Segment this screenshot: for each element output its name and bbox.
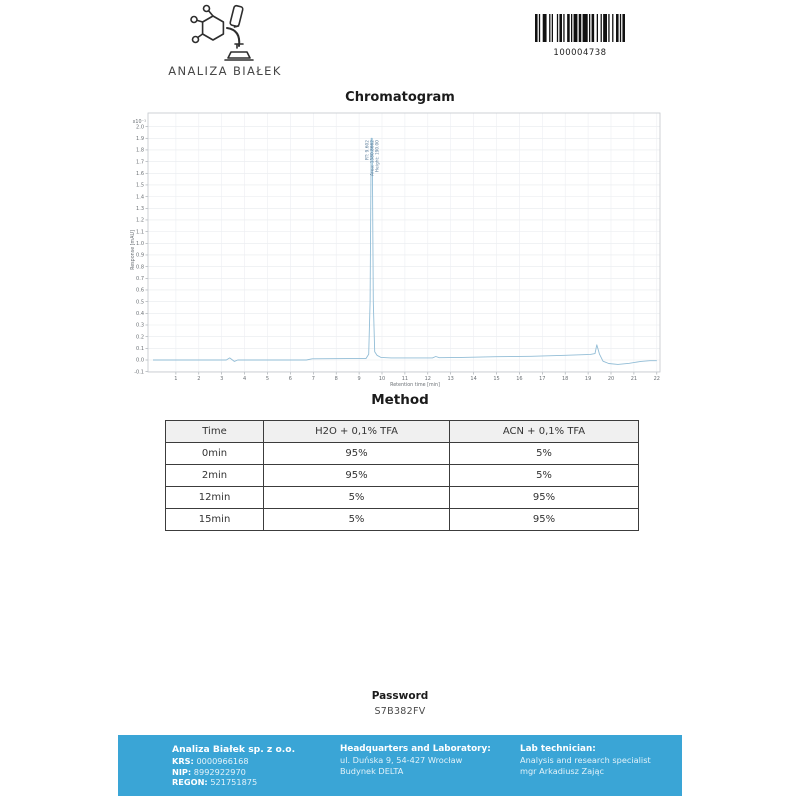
- svg-text:1.9: 1.9: [136, 135, 144, 142]
- chromatogram-chart: [130, 110, 675, 388]
- cell-time: 15min: [166, 509, 264, 531]
- cell-acn: 5%: [450, 465, 639, 487]
- svg-text:0.6: 0.6: [136, 287, 144, 294]
- svg-text:2.0: 2.0: [136, 124, 144, 131]
- table-row: [166, 465, 639, 487]
- hq-address: ul. Duńska 9, 54-427 Wrocław: [340, 755, 463, 766]
- microscope-molecule-icon: [183, 4, 267, 62]
- company-krs: KRS: 0000966168: [172, 755, 249, 766]
- svg-text:1.3: 1.3: [136, 205, 144, 212]
- svg-text:6: 6: [288, 376, 292, 382]
- password-block: [0, 690, 800, 717]
- footer: [118, 735, 682, 796]
- svg-text:21: 21: [630, 376, 638, 382]
- col-header-h2o: H2O + 0,1% TFA: [264, 421, 450, 443]
- chromatogram-title: Chromatogram: [345, 90, 455, 105]
- cell-time: 2min: [166, 465, 264, 487]
- cell-h2o: 95%: [264, 443, 450, 465]
- footer-company: [172, 744, 295, 788]
- cell-h2o: 5%: [264, 509, 450, 531]
- cell-acn: 95%: [450, 509, 639, 531]
- svg-text:5: 5: [265, 376, 270, 382]
- svg-text:0.9: 0.9: [136, 252, 144, 259]
- svg-text:22: 22: [653, 376, 660, 382]
- svg-text:19: 19: [584, 376, 592, 382]
- svg-text:1.2: 1.2: [136, 217, 144, 224]
- svg-text:13: 13: [447, 376, 454, 382]
- table-row: [166, 443, 639, 465]
- svg-text:14: 14: [470, 376, 477, 382]
- table-header-row: [166, 421, 639, 443]
- svg-text:1.5: 1.5: [136, 182, 144, 189]
- svg-text:2: 2: [197, 376, 201, 382]
- tech-role: Analysis and research specialist: [520, 755, 651, 766]
- svg-text:1.7: 1.7: [136, 159, 144, 166]
- svg-text:7: 7: [311, 376, 315, 382]
- table-row: [166, 509, 639, 531]
- method-table: [165, 420, 639, 531]
- tech-name: mgr Arkadiusz Zając: [520, 766, 604, 777]
- svg-text:12: 12: [424, 376, 431, 382]
- hq-title: Headquarters and Laboratory:: [340, 744, 491, 754]
- svg-text:0.4: 0.4: [136, 311, 144, 318]
- peak-annotation-line: Height: 190.00: [375, 140, 381, 173]
- footer-technician: [520, 744, 651, 777]
- company-nip: NIP: 8992922970: [172, 766, 246, 777]
- cell-h2o: 95%: [264, 465, 450, 487]
- svg-text:1.0: 1.0: [136, 241, 144, 247]
- cell-h2o: 5%: [264, 487, 450, 509]
- svg-text:Retention time [min]: Retention time [min]: [390, 383, 440, 388]
- svg-text:17: 17: [539, 376, 546, 382]
- chromatogram-chart-box: [130, 110, 675, 388]
- svg-text:1.1: 1.1: [136, 229, 144, 236]
- svg-text:3: 3: [220, 376, 224, 382]
- svg-text:Response [mAU]: Response [mAU]: [131, 230, 136, 270]
- hq-building: Budynek DELTA: [340, 766, 404, 777]
- svg-text:0.5: 0.5: [136, 299, 144, 306]
- svg-text:0.8: 0.8: [136, 264, 144, 271]
- password-value: S7B382FV: [374, 706, 426, 717]
- svg-text:0.2: 0.2: [136, 334, 144, 341]
- table-row: [166, 487, 639, 509]
- password-label: Password: [371, 690, 429, 702]
- svg-text:0.0: 0.0: [136, 357, 144, 364]
- barcode-number: 100004738: [553, 48, 607, 58]
- cell-acn: 5%: [450, 443, 639, 465]
- svg-text:18: 18: [562, 376, 569, 382]
- svg-text:1.4: 1.4: [136, 194, 144, 201]
- method-title: Method: [371, 392, 429, 408]
- svg-text:0.3: 0.3: [136, 322, 144, 329]
- svg-text:1.6: 1.6: [136, 170, 144, 177]
- svg-text:0.1: 0.1: [136, 346, 144, 353]
- company-name: Analiza Białek sp. z o.o.: [172, 744, 296, 755]
- cell-time: 0min: [166, 443, 264, 465]
- svg-text:11: 11: [401, 376, 409, 382]
- barcode-block: [533, 14, 627, 58]
- cell-time: 12min: [166, 487, 264, 509]
- svg-text:15: 15: [493, 376, 500, 382]
- cell-acn: 95%: [450, 487, 639, 509]
- svg-text:1.8: 1.8: [136, 147, 144, 154]
- svg-text:4: 4: [243, 376, 247, 382]
- svg-text:20: 20: [607, 376, 615, 382]
- svg-text:16: 16: [516, 376, 523, 382]
- svg-text:x10⁻¹: x10⁻¹: [132, 120, 146, 125]
- svg-text:0.7: 0.7: [136, 276, 144, 283]
- tech-title: Lab technician:: [520, 744, 596, 754]
- peak-annotation-line: Area: 1580.8662: [370, 140, 376, 176]
- svg-text:1: 1: [174, 376, 178, 382]
- svg-text:9: 9: [357, 376, 361, 382]
- company-logo: [160, 4, 290, 78]
- col-header-time: Time: [166, 421, 264, 443]
- svg-text:10: 10: [378, 376, 386, 382]
- peak-annotation-line: RT: 9.602: [365, 140, 371, 160]
- logo-text: ANALIZA BIAŁEK: [168, 64, 282, 78]
- footer-headquarters: [340, 744, 491, 777]
- barcode: [535, 14, 625, 42]
- col-header-acn: ACN + 0,1% TFA: [450, 421, 639, 443]
- svg-text:8: 8: [334, 376, 338, 382]
- svg-text:-0.1: -0.1: [134, 369, 144, 376]
- company-regon: REGON: 521751875: [172, 777, 258, 788]
